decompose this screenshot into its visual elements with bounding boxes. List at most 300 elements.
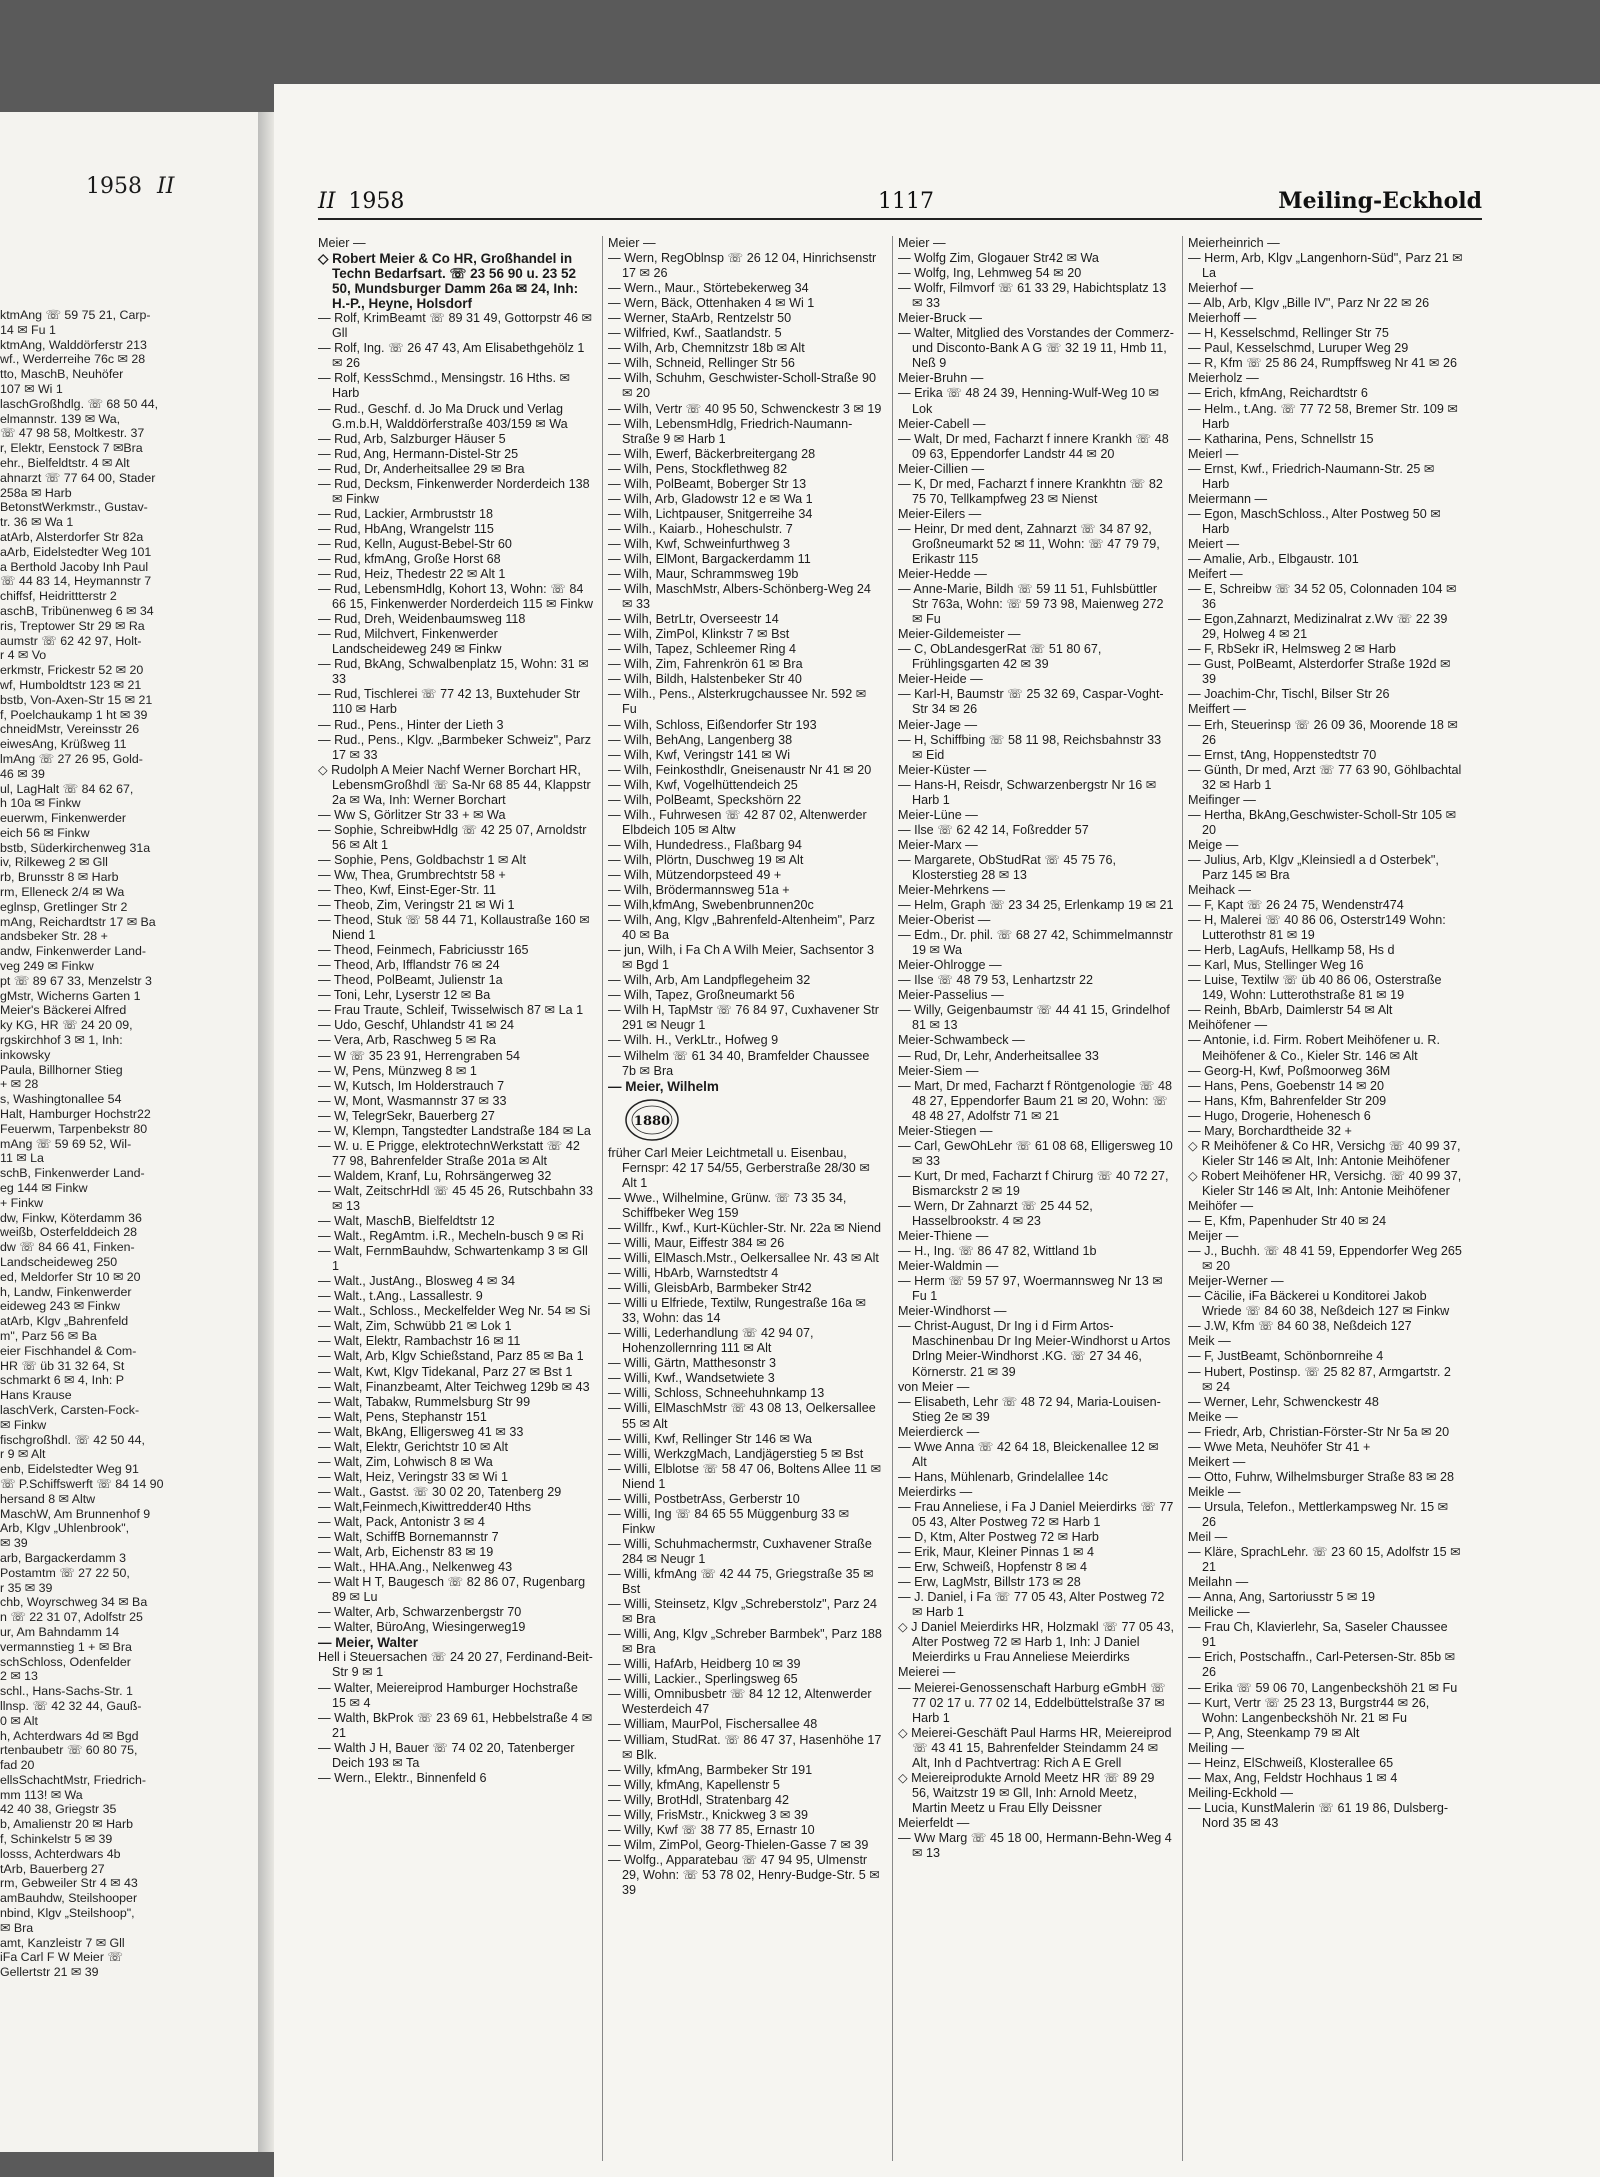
directory-entry: — Wilh, Tapez, Schleemer Ring 4	[608, 642, 797, 657]
directory-entry: — Ernst, Kwf., Friedrich-Naumann-Str. 25 ✉ Harb	[1188, 461, 1435, 491]
directory-entry: — Wilh, Brödermannsweg 51a +	[608, 883, 790, 898]
directory-entry: — Wilh, Schloss, Eißendorfer Str 193	[608, 717, 817, 732]
left-page-line: elmannstr. 139 ✉ Wa,	[0, 411, 121, 426]
directory-entry: — Wilh, Ewerf, Bäckerbreitergang 28	[608, 446, 816, 461]
directory-entry: — Hubert, Postinsp. ☏ 25 82 87, Armgartstr. 2 ✉ 24	[1188, 1364, 1451, 1394]
directory-entry: — Wwe., Wilhelmine, Grünw. ☏ 73 35 34, Schiffbeker Weg 159	[608, 1190, 847, 1220]
directory-entry: Meilahn —	[1188, 1575, 1249, 1590]
directory-entry: Meifinger —	[1188, 792, 1256, 807]
left-page-line: tr. 36 ✉ Wa 1	[0, 515, 74, 530]
left-page-line: HR ☏ üb 31 32 64, St	[0, 1358, 125, 1373]
directory-entry: — Erika ☏ 59 06 70, Langenbeckshöh 21 ✉ Fu	[1188, 1680, 1458, 1695]
directory-entry: — Egon,Zahnarzt, Medizinalrat z.Wv ☏ 22 39 29, Holweg 4 ✉ 21	[1188, 612, 1448, 642]
directory-entry: — Walt., Gastst. ☏ 30 02 20, Tatenberg 29	[318, 1484, 562, 1499]
directory-entry: — Willy, Kwf ☏ 38 77 85, Ernastr 10	[608, 1822, 815, 1837]
left-page-line: ris, Treptower Str 29 ✉ Ra	[0, 618, 145, 633]
directory-entry: — Willi, kfmAng ☏ 42 44 75, Griegstraße 35 ✉ Bst	[608, 1566, 874, 1597]
directory-entry: — Walt., t.Ang., Lassallestr. 9	[318, 1289, 483, 1304]
directory-entry: Meier-Eilers —	[898, 506, 982, 521]
directory-entry: — Antonie, i.d. Firm. Robert Meihöfener u. R. Meihöfener & Co., Kieler Str. 146 ✉ Alt	[1188, 1033, 1440, 1063]
directory-entry: — Heinz, ElSchweiß, Klosterallee 65	[1188, 1755, 1394, 1770]
directory-entry: Meier-Cillien —	[898, 461, 985, 476]
directory-entry: — Frau Ch, Klavierlehr, Sa, Saseler Chaussee 91	[1188, 1620, 1448, 1650]
left-page-line: rgskirchhof 3 ✉ 1, Inh:	[0, 1033, 123, 1048]
left-page-line: Gellertstr 21 ✉ 39	[0, 1965, 99, 1980]
directory-entry: Meier-Stiegen —	[898, 1123, 993, 1138]
directory-entry: — Willi, Gärtn, Matthesonstr 3	[608, 1356, 776, 1371]
directory-entry: — Wilh., Pens., Alsterkrugchaussee Nr. 592 ✉ Fu	[608, 687, 867, 717]
directory-entry: Meijer-Werner —	[1188, 1274, 1284, 1289]
directory-entry: — Walt, Arb, Klgv Schießstand, Parz 85 ✉ Ba 1	[318, 1349, 584, 1364]
directory-entry: Meier-Cabell —	[898, 416, 986, 431]
left-page-line: ehr., Bielfeldtstr. 4 ✉ Alt	[0, 455, 130, 470]
left-page-line: rb, Brunsstr 8 ✉ Harb	[0, 870, 119, 885]
left-page-line: eiwesAng, Krüßweg 11	[0, 737, 127, 752]
directory-entry: — Walt, MaschB, Bielfeldtstr 12	[318, 1214, 495, 1229]
directory-entry: — Erh, Steuerinsp ☏ 26 09 36, Moorende 18 ✉ 26	[1188, 717, 1458, 747]
directory-entry: — Wilh, Ang, Klgv „Bahrenfeld-Altenheim", Parz 40 ✉ Ba	[608, 913, 875, 943]
directory-entry: Meiermann —	[1188, 491, 1268, 506]
directory-entry: — J., Buchh. ☏ 48 41 59, Eppendorfer Weg 265 ✉ 20	[1188, 1244, 1462, 1274]
directory-entry: — Georg-H, Kwf, Poßmoorweg 36M	[1188, 1063, 1391, 1078]
directory-entry: — Herm, Arb, Klgv „Langenhorn-Süd", Parz 21 ✉ La	[1188, 251, 1463, 281]
directory-entry: von Meier —	[898, 1379, 970, 1394]
directory-entry: Meige —	[1188, 837, 1239, 852]
directory-entry: — H, Kesselschmd, Rellinger Str 75	[1188, 326, 1389, 341]
left-page-line: mm 113! ✉ Wa	[0, 1787, 83, 1802]
directory-entry: — Willi, Steinsetz, Klgv „Schreberstolz", Parz 24 ✉ Bra	[608, 1597, 878, 1627]
left-page-line: eglnsp, Gretlinger Str 2	[0, 899, 128, 914]
left-page-line: aschB, Tribünenweg 6 ✉ 34	[0, 603, 154, 618]
directory-entry: Meiert —	[1188, 536, 1240, 551]
directory-entry: Meier-Hedde —	[898, 567, 987, 582]
directory-entry: — Rud, kfmAng, Große Horst 68	[318, 551, 501, 566]
directory-entry: — William, StudRat. ☏ 86 47 37, Hasenhöhe 17 ✉ Blk.	[608, 1732, 882, 1762]
left-page-line: ktmAng ☏ 59 75 21, Carp-	[0, 308, 151, 322]
directory-entry: — William, MaurPol, Fischersallee 48	[608, 1717, 818, 1732]
left-page-line: eier Fischhandel & Com-	[0, 1343, 137, 1358]
directory-entry: — H., Ing. ☏ 86 47 82, Wittland 1b	[898, 1244, 1097, 1259]
directory-entry: — Wilh, MaschMstr, Albers-Schönberg-Weg 24 ✉ 33	[608, 582, 871, 612]
directory-entry: — Lucia, KunstMalerin ☏ 61 19 86, Dulsberg-Nord 35 ✉ 43	[1188, 1800, 1449, 1830]
left-page-line: ☏ P.Schiffswerft ☏ 84 14 90	[0, 1476, 164, 1491]
directory-entry: — Wilh, Bildh, Halstenbeker Str 40	[608, 672, 802, 687]
book-gutter	[258, 112, 274, 2152]
directory-entry: — Wilh, Maur, Schrammsweg 19b	[608, 567, 799, 582]
left-page-line: 46 ✉ 39	[0, 766, 45, 781]
directory-entry: — Walt, SchiffB Bornemannstr 7	[318, 1530, 499, 1545]
directory-entry: — W, Mont, Wasmannstr 37 ✉ 33	[318, 1093, 507, 1108]
directory-entry: — W, Klempn, Tangstedter Landstraße 184 ✉ La	[318, 1123, 591, 1138]
directory-entry: — Walt, BkAng, Elligersweg 41 ✉ 33	[318, 1424, 524, 1439]
directory-entry: Meier-Küster —	[898, 762, 987, 777]
directory-entry: — Rud, Dr, Anderheitsallee 29 ✉ Bra	[318, 461, 525, 476]
left-page-line: r, Elektr, Eenstock 7 ✉Bra	[0, 441, 143, 456]
left-page-line: MaschW, Am Brunnenhof 9	[0, 1506, 151, 1521]
directory-entry: — Walt, Zim, Schwübb 21 ✉ Lok 1	[318, 1319, 512, 1334]
directory-entry: — Mart, Dr med, Facharzt f Röntgenologie ☏ 48 48 27, Eppendorfer Baum 21 ✉ 20, Wohn: ☏ 48 48 27, Adolfstr 71 ✉ 21	[898, 1078, 1173, 1123]
header-left	[318, 189, 404, 214]
directory-entry: — Wilh, BehAng, Langenberg 38	[608, 732, 793, 747]
directory-entry: — Willi, Kwf, Rellinger Str 146 ✉ Wa	[608, 1431, 812, 1446]
directory-entry: — Rud, Dreh, Weidenbaumsweg 118	[318, 612, 526, 627]
directory-entry: — Wilh, Kwf, Schweinfurthweg 3	[608, 536, 790, 551]
left-page-line: eich 56 ✉ Finkw	[0, 825, 90, 840]
left-page-line: 107 ✉ Wi 1	[0, 381, 63, 396]
directory-entry: Meier-Windhorst —	[898, 1304, 1007, 1319]
directory-entry: — Wilh, Feinkosthdlr, Gneisenaustr Nr 41 ✉ 20	[608, 762, 872, 777]
directory-entry: — Willy, FrisMstr., Knickweg 3 ✉ 39	[608, 1807, 808, 1822]
directory-entry: — Walt, Pack, Antonistr 3 ✉ 4	[318, 1514, 485, 1529]
company-seal-logo	[622, 1096, 682, 1144]
directory-entry: Meike —	[1188, 1409, 1238, 1424]
directory-entry: — Theod, Stuk ☏ 58 44 71, Kollaustraße 160 ✉ Niend 1	[318, 913, 590, 943]
directory-entry: — Christ-August, Dr Ing i d Firm Artos-Maschinenbau Dr Ing Meier-Windhorst u Artos Drlng Meier-Windhorst .KG. ☏ 27 34 46, Körnerstr. 21 ✉ 39	[898, 1319, 1171, 1379]
directory-entry: — Julius, Arb, Klgv „Kleinsiedl a d Osterbek", Parz 145 ✉ Bra	[1188, 852, 1439, 882]
directory-entry: — jun, Wilh, i Fa Ch A Wilh Meier, Sachsentor 3 ✉ Bgd 1	[608, 943, 874, 973]
directory-entry: — Rud, Tischlerei ☏ 77 42 13, Buxtehuder Str 110 ✉ Harb	[318, 687, 581, 717]
directory-entry: — Walt, Pens, Stephanstr 151	[318, 1409, 487, 1424]
left-page-line: rm, Elleneck 2/4 ✉ Wa	[0, 885, 125, 900]
directory-entry: — Erich, kfmAng, Reichardtstr 6	[1188, 386, 1368, 401]
directory-entry: — Helm., t.Ang. ☏ 77 72 58, Bremer Str. 109 ✉ Harb	[1188, 401, 1458, 431]
page-number: 1117	[878, 189, 934, 214]
directory-entry: Meihöfener —	[1188, 1018, 1268, 1033]
directory-entry: — Wilh, Mützendorpsteed 49 +	[608, 867, 782, 882]
directory-entry: — Gust, PolBeamt, Alsterdorfer Straße 192d ✉ 39	[1188, 657, 1451, 687]
left-page-line: chneidMstr, Vereinsstr 26	[0, 722, 140, 737]
directory-entry: — Willi, HbArb, Warnstedtstr 4	[608, 1266, 779, 1281]
directory-entry: — Rud, BkAng, Schwalbenplatz 15, Wohn: 31 ✉ 33	[318, 657, 589, 687]
left-page	[0, 112, 258, 2152]
directory-entry: — Edm., Dr. phil. ☏ 68 27 42, Schimmelmannstr 19 ✉ Wa	[898, 928, 1173, 958]
directory-entry: Meier-Bruck —	[898, 311, 982, 326]
left-page-line: bstb, Süderkirchenweg 31a	[0, 840, 151, 855]
left-page-line: BetonstWerkmstr., Gustav-	[0, 500, 148, 515]
directory-entry: Meier-Jage —	[898, 717, 978, 732]
directory-entry: — Willi, Elblotse ☏ 58 47 06, Boltens Allee 11 ✉ Niend 1	[608, 1461, 882, 1491]
directory-entry: — Rud, Milchvert, Finkenwerder Landscheideweg 249 ✉ Finkw	[318, 627, 502, 657]
left-page-line: enb, Eidelstedter Weg 91	[0, 1462, 139, 1477]
directory-entry: — Walt., Schloss., Meckelfelder Weg Nr. 54 ✉ Si	[318, 1304, 591, 1319]
directory-entry: — Theo, Kwf, Einst-Eger-Str. 11	[318, 883, 497, 898]
left-page-line: wf, Humboldtstr 123 ✉ 21	[0, 677, 142, 692]
left-page-line: euerwm, Finkenwerder	[0, 811, 127, 826]
directory-entry: — Meierei-Genossenschaft Harburg eGmbH ☏ 77 02 17 u. 77 02 14, Eddelbüttelstraße 37 ✉ Harb 1	[898, 1680, 1166, 1725]
directory-entry: — Rud, LebensmHdlg, Kohort 13, Wohn: ☏ 84 66 15, Finkenwerder Norderdeich 115 ✉ Finkw	[318, 582, 593, 612]
directory-entry: — Willi, HafArb, Heidberg 10 ✉ 39	[608, 1657, 801, 1672]
left-page-line: fischgroßhdl. ☏ 42 50 44,	[0, 1432, 145, 1447]
directory-entry: — Wilh, Arb, Am Landpflegeheim 32	[608, 973, 811, 988]
left-page-line: eideweg 243 ✉ Finkw	[0, 1299, 120, 1314]
directory-entry: — Mary, Borchardtheide 32 +	[1188, 1123, 1352, 1138]
directory-column-3	[898, 236, 1174, 1861]
left-page-line: 42 40 38, Griegstr 35	[0, 1802, 117, 1817]
directory-entry: — E, Schreibw ☏ 34 52 05, Colonnaden 104 ✉ 36	[1188, 582, 1457, 612]
left-page-line: laschVerk, Carsten-Fock-	[0, 1402, 140, 1417]
directory-entry: — W, Pens, Münzweg 8 ✉ 1	[318, 1063, 477, 1078]
directory-entry: — Theob, Zim, Veringstr 21 ✉ Wi 1	[318, 898, 515, 913]
left-page-line: ur, Am Bahndamm 14	[0, 1624, 120, 1639]
directory-entry: Meierdirks —	[898, 1484, 973, 1499]
left-page-line: laschGroßhdlg. ☏ 68 50 44,	[0, 396, 159, 411]
directory-entry: — Katharina, Pens, Schnellstr 15	[1188, 431, 1374, 446]
left-page-line: m", Parz 56 ✉ Ba	[0, 1328, 97, 1343]
directory-entry: ◇ Robert Meihöfener HR, Versichg. ☏ 40 99 37, Kieler Str 146 ✉ Alt, Inh: Antonie Meihöfener	[1188, 1168, 1462, 1198]
left-page-line: + Finkw	[0, 1195, 44, 1210]
directory-entry: Meier —	[608, 236, 656, 250]
directory-entry: — Rud, HbAng, Wrangelstr 115	[318, 521, 494, 536]
directory-entry: Meier-Marx —	[898, 837, 978, 852]
directory-entry: — Frau Anneliese, i Fa J Daniel Meierdirks ☏ 77 05 43, Alter Postweg 72 ✉ Harb 1	[898, 1499, 1174, 1529]
directory-entry: Meier-Lüne —	[898, 807, 978, 822]
directory-entry: — Sophie, Pens, Goldbachstr 1 ✉ Alt	[318, 852, 526, 867]
page-header	[318, 184, 1482, 220]
directory-entry: — F, Kapt ☏ 26 24 75, Wendenstr474	[1188, 898, 1404, 913]
directory-entry: — Amalie, Arb., Elbgaustr. 101	[1188, 551, 1359, 566]
directory-entry: — Willi, Lackier., Sperlingsweg 65	[608, 1672, 798, 1687]
directory-entry: — Carl, GewOhLehr ☏ 61 08 68, Elligersweg 10 ✉ 33	[898, 1138, 1173, 1168]
directory-entry: — Wilh, Zim, Fahrenkrön 61 ✉ Bra	[608, 657, 803, 672]
directory-entry: — Wolfg., Apparatebau ☏ 47 94 95, Ulmenstr 29, Wohn: ☏ 53 78 02, Henry-Budge-Str. 5 ✉ 39	[608, 1852, 880, 1897]
directory-entry: — Karl-H, Baumstr ☏ 25 32 69, Caspar-Voght-Str 34 ✉ 26	[898, 687, 1164, 717]
left-page-line: andw, Finkenwerder Land-	[0, 944, 147, 959]
directory-entry: — Erw, LagMstr, Billstr 173 ✉ 28	[898, 1575, 1081, 1590]
directory-entry: Meier-Waldmin —	[898, 1259, 999, 1274]
left-page-line: rm, Gebweiler Str 4 ✉ 43	[0, 1876, 138, 1891]
directory-entry: — Rud, Heiz, Thedestr 22 ✉ Alt 1	[318, 567, 506, 582]
directory-column-4	[1188, 236, 1464, 1831]
directory-entry: — Rud., Pens., Hinter der Lieth 3	[318, 717, 504, 732]
left-page-header	[86, 174, 174, 199]
directory-entry: — Walt, ZeitschrHdl ☏ 45 45 26, Rutschbahn 33 ✉ 13	[318, 1183, 593, 1213]
directory-entry: — Werner, StaArb, Rentzelstr 50	[608, 311, 792, 326]
directory-entry: — Willi, Lederhandlung ☏ 42 94 07, Hohenzollernring 111 ✉ Alt	[608, 1326, 814, 1356]
directory-entry: — Ernst, tAng, Hoppenstedtstr 70	[1188, 747, 1377, 762]
directory-entry: — E, Kfm, Papenhuder Str 40 ✉ 24	[1188, 1214, 1387, 1229]
directory-entry: Meil —	[1188, 1530, 1228, 1545]
left-page-line: ul, LagHalt ☏ 84 62 67,	[0, 781, 134, 796]
directory-entry: Meikert —	[1188, 1454, 1246, 1469]
directory-entry: — Willi, PostbetrAss, Gerberstr 10	[608, 1491, 800, 1506]
directory-entry: — K, Dr med, Facharzt f innere Krankhtn ☏ 82 75 70, Tellkampfweg 23 ✉ Nienst	[898, 476, 1163, 506]
left-page-line: 2 ✉ 13	[0, 1669, 38, 1684]
svg-text:1880: 1880	[633, 1113, 671, 1129]
directory-entry: — Wern, RegOblnsp ☏ 26 12 04, Hinrichsenstr 17 ✉ 26	[608, 251, 877, 281]
directory-entry: — Wilh., Fuhrwesen ☏ 42 87 02, Altenwerder Elbdeich 105 ✉ Altw	[608, 807, 867, 837]
left-page-line: Halt, Hamburger Hochstr22	[0, 1107, 151, 1122]
directory-entry: — Ww, Thea, Grumbrechtstr 58 +	[318, 867, 506, 882]
directory-entry: — Wwe Meta, Neuhöfer Str 41 +	[1188, 1439, 1371, 1454]
directory-entry: Meierei —	[898, 1665, 956, 1680]
directory-entry: — Rud., Pens., Klgv. „Barmbeker Schweiz", Parz 17 ✉ 33	[318, 732, 591, 762]
directory-entry: — Meier, Walter	[318, 1635, 419, 1651]
directory-entry: ◇ Rudolph A Meier Nachf Werner Borchart HR, LebensmGroßhdl ☏ Sa-Nr 68 85 44, Klappstr 2a ✉ Wa, Inh: Werner Borchart	[318, 762, 591, 807]
directory-entry: — Walt, FernmBauhdw, Schwartenkamp 3 ✉ Gll 1	[318, 1244, 588, 1274]
directory-entry: — Wilh, Vertr ☏ 40 95 50, Schwenckestr 3 ✉ 19	[608, 401, 882, 416]
directory-entry: — Wilh, Plörtn, Duschweg 19 ✉ Alt	[608, 852, 804, 867]
left-page-line: Feuerwm, Tarpenbekstr 80	[0, 1121, 148, 1136]
left-page-line: eg 144 ✉ Finkw	[0, 1181, 88, 1196]
directory-entry: — Udo, Geschf, Uhlandstr 41 ✉ 24	[318, 1018, 515, 1033]
directory-entry: ◇ Meierei-Geschäft Paul Harms HR, Meiereiprod ☏ 43 41 15, Bahrenfelder Steindamm 24 ✉ Alt, Inh d Pachtvertrag: Rich A E Grell	[898, 1725, 1172, 1770]
directory-entry: — Alb, Arb, Klgv „Bille IV", Parz Nr 22 ✉ 26	[1188, 296, 1430, 311]
directory-entry: — Wilfried, Kwf., Saatlandstr. 5	[608, 326, 782, 341]
left-page-line: ed, Meldorfer Str 10 ✉ 20	[0, 1269, 141, 1284]
left-page-line: Postamtm ☏ 27 22 50,	[0, 1565, 130, 1580]
left-page-line: rtenbaubetr ☏ 60 80 75,	[0, 1743, 138, 1758]
directory-entry: — C, ObLandesgerRat ☏ 51 80 67, Frühlingsgarten 42 ✉ 39	[898, 642, 1102, 672]
directory-entry: — Walter, Arb, Schwarzenbergstr 70	[318, 1605, 522, 1620]
left-page-line: amBauhdw, Steilshooper	[0, 1891, 138, 1906]
directory-entry: — Rolf, KessSchmd., Mensingstr. 16 Hths. ✉ Harb	[318, 371, 571, 401]
directory-entry: — Paul, Kesselschmd, Luruper Weg 29	[1188, 341, 1409, 356]
left-page-line: schl., Hans-Sachs-Str. 1	[0, 1684, 133, 1699]
directory-entry: — Walt, Elektr, Rambachstr 16 ✉ 11	[318, 1334, 521, 1349]
left-page-line: andsbeker Str. 28 +	[0, 929, 108, 944]
left-page-line: 14 ✉ Fu 1	[0, 322, 56, 337]
directory-entry: — Walt, Elektr, Gerichtstr 10 ✉ Alt	[318, 1439, 508, 1454]
directory-entry: — Wilh., Kaiarb., Hoheschulstr. 7	[608, 521, 793, 536]
left-page-line: ahnarzt ☏ 77 64 00, Stader	[0, 470, 156, 485]
directory-entry: — Reinh, BbArb, Daimlerstr 54 ✉ Alt	[1188, 1003, 1393, 1018]
directory-entry: ◇ Meiereiprodukte Arnold Meetz HR ☏ 89 29 56, Waitzstr 19 ✉ Gll, Inh: Arnold Meetz, Martin Meetz u Frau Elly Deissner	[898, 1770, 1155, 1815]
directory-entry: — Willi, Ing ☏ 84 65 55 Müggenburg 33 ✉ Finkw	[608, 1506, 850, 1536]
directory-entry: Meier-Ohlrogge —	[898, 958, 1002, 973]
directory-entry: — Willi, GleisbArb, Barmbeker Str42	[608, 1281, 812, 1296]
directory-entry: — Willi, Maur, Eiffestr 384 ✉ 26	[608, 1235, 785, 1250]
directory-entry: — Ww Marg ☏ 45 18 00, Hermann-Behn-Weg 4 ✉ 13	[898, 1830, 1172, 1861]
left-page-line: ☏ 47 98 58, Moltkestr. 37	[0, 426, 145, 441]
directory-entry: — Willi, ElMasch.Mstr., Oelkersallee Nr. 43 ✉ Alt	[608, 1251, 879, 1265]
directory-entry: — Günth, Dr med, Arzt ☏ 77 63 90, Göhlbachtal 32 ✉ Harb 1	[1188, 762, 1462, 792]
left-page-line: dw ☏ 84 66 41, Finken-	[0, 1240, 135, 1255]
directory-entry: — Wern, Dr Zahnarzt ☏ 25 44 52, Hasselbrookstr. 4 ✉ 23	[898, 1199, 1093, 1229]
directory-entry: — Erika ☏ 48 24 39, Henning-Wulf-Weg 10 ✉ Lok	[898, 386, 1160, 416]
directory-entry: — Wilh, ZimPol, Klinkstr 7 ✉ Bst	[608, 627, 790, 642]
directory-entry: — Erik, Maur, Kleiner Pinnas 1 ✉ 4	[898, 1545, 1095, 1560]
directory-entry: — Wolfg Zim, Glogauer Str42 ✉ Wa	[898, 251, 1099, 266]
directory-entry: — Kurt, Vertr ☏ 25 23 13, Burgstr44 ✉ 26, Wohn: Langenbeckshöh Nr. 21 ✉ Fu	[1188, 1695, 1430, 1725]
directory-entry: Meierdierck —	[898, 1424, 980, 1439]
directory-entry: — Hans, Kfm, Bahrenfelder Str 209	[1188, 1093, 1387, 1108]
directory-entry: — Willi, Schuhmachermstr, Cuxhavener Straße 284 ✉ Neugr 1	[608, 1536, 872, 1566]
left-page-line: n ☏ 22 31 07, Adolfstr 25	[0, 1610, 143, 1625]
directory-entry: — W ☏ 35 23 91, Herrengraben 54	[318, 1048, 520, 1063]
left-page-line: f, Poelchaukamp 1 ht ✉ 39	[0, 707, 148, 722]
directory-entry: — Wilh, Hundedress., Flaßbarg 94	[608, 837, 802, 852]
directory-entry: — Helm, Graph ☏ 23 34 25, Erlenkamp 19 ✉ 21	[898, 898, 1174, 913]
left-page-line: + ✉ 28	[0, 1077, 39, 1092]
left-page-line: amt, Kanzleistr 7 ✉ Gll	[0, 1935, 125, 1950]
directory-entry: Meilicke —	[1188, 1605, 1250, 1620]
directory-entry: — Vera, Arb, Raschweg 5 ✉ Ra	[318, 1033, 496, 1048]
left-page-line: Meier's Bäckerei Alfred	[0, 1003, 127, 1018]
directory-entry: — Willy, kfmAng, Barmbeker Str 191	[608, 1762, 813, 1777]
directory-entry: — Joachim-Chr, Tischl, Bilser Str 26	[1188, 687, 1390, 702]
left-page-line: tto, MaschB, Neuhöfer	[0, 367, 124, 382]
header-year: 1958	[348, 189, 405, 214]
directory-entry: — Waldem, Kranf, Lu, Rohrsängerweg 32	[318, 1168, 552, 1183]
left-page-line: 11 ✉ La	[0, 1151, 44, 1166]
left-page-line: Hans Krause	[0, 1388, 72, 1403]
directory-entry: — Wilh, BetrLtr, Overseestr 14	[608, 612, 779, 627]
directory-entry: — Wern, Bäck, Ottenhaken 4 ✉ Wi 1	[608, 296, 815, 311]
left-page-line: 0 ✉ Alt	[0, 1713, 38, 1728]
left-page-line: h, Achterdwars 4d ✉ Bgd	[0, 1728, 139, 1743]
directory-entry: — Hans, Mühlenarb, Grindelallee 14c	[898, 1469, 1109, 1484]
left-page-line: r 4 ✉ Vo	[0, 648, 47, 663]
directory-entry: — Walth, BkProk ☏ 23 69 61, Hebbelstraße 4 ✉ 21	[318, 1710, 593, 1740]
left-page-line: ky KG, HR ☏ 24 20 09,	[0, 1018, 133, 1033]
directory-entry: — Elisabeth, Lehr ☏ 48 72 94, Maria-Louisen-Stieg 2e ✉ 39	[898, 1394, 1161, 1424]
directory-entry: — Wilh, Kwf, Vogelhüttendeich 25	[608, 777, 798, 792]
directory-entry: — Wilh, Pens, Stockflethweg 82	[608, 461, 788, 476]
directory-entry: — Willfr., Kwf., Kurt-Küchler-Str. Nr. 22a ✉ Niend	[608, 1220, 881, 1235]
left-page-line: b, Amalienstr 20 ✉ Harb	[0, 1817, 133, 1832]
directory-entry: — R, Kfm ☏ 25 86 24, Rumpffsweg Nr 41 ✉ 26	[1188, 356, 1457, 371]
left-page-line: llnsp. ☏ 42 32 44, Gauß-	[0, 1698, 142, 1713]
directory-entry: — P, Ang, Steenkamp 79 ✉ Alt	[1188, 1725, 1360, 1740]
left-header-year: 1958	[86, 174, 142, 199]
directory-entry: — Wilh, Arb, Chemnitzstr 18b ✉ Alt	[608, 341, 805, 356]
left-page-line: ✉ Finkw	[0, 1417, 47, 1432]
directory-entry: — Willi, Ang, Klgv „Schreber Barmbek", Parz 188 ✉ Bra	[608, 1627, 882, 1657]
directory-entry: — Wwe Anna ☏ 42 64 18, Bleickenallee 12 ✉ Alt	[898, 1439, 1159, 1469]
directory-entry: — Theod, Feinmech, Fabriciusstr 165	[318, 943, 529, 958]
directory-entry: — Margarete, ObStudRat ☏ 45 75 76, Klosterstieg 28 ✉ 13	[898, 852, 1117, 882]
left-page-line: mAng ☏ 59 69 52, Wil-	[0, 1136, 132, 1151]
directory-entry: Meier-Thiene —	[898, 1229, 989, 1244]
directory-entry: — Wilh. H., VerkLtr., Hofweg 9	[608, 1033, 779, 1048]
directory-entry: — Rud, Ang, Hermann-Distel-Str 25	[318, 446, 519, 461]
directory-entry: — Wilh, Tapez, Großneumarkt 56	[608, 988, 795, 1003]
directory-entry: — Cäcilie, iFa Bäckerei u Konditorei Jakob Wriede ☏ 84 60 38, Neßdeich 127 ✉ Finkw	[1188, 1289, 1450, 1319]
left-page-line: h, Landw, Finkenwerder	[0, 1284, 132, 1299]
directory-entry: — Walt, Heiz, Veringstr 33 ✉ Wi 1	[318, 1469, 508, 1484]
directory-entry: Meier-Gildemeister —	[898, 627, 1021, 642]
left-page-line: lmAng ☏ 27 26 95, Gold-	[0, 751, 143, 766]
directory-entry: — Herb, LagAufs, Hellkamp 58, Hs d	[1188, 943, 1395, 958]
left-page-line: ktmAng, Walddörferstr 213	[0, 337, 147, 352]
directory-entry: Meier-Siem —	[898, 1063, 979, 1078]
directory-entry: Meierholz —	[1188, 371, 1259, 386]
directory-entry: — Willy, kfmAng, Kapellenstr 5	[608, 1777, 780, 1792]
directory-entry: — Wern., Elektr., Binnenfeld 6	[318, 1770, 487, 1785]
directory-entry: — Walter, BüroAng, Wiesingerweg19	[318, 1620, 526, 1635]
directory-entry: — Walth J H, Bauer ☏ 74 02 20, Tatenberger Deich 193 ✉ Ta	[318, 1740, 575, 1770]
directory-entry: — H, Malerei ☏ 40 86 06, Osterstr149 Wohn: Lutterothstr 81 ✉ 19	[1188, 913, 1446, 943]
directory-entry: — Walt, Arb, Eichenstr 83 ✉ 19	[318, 1545, 494, 1560]
directory-entry: — Erw, Schweiß, Hopfenstr 8 ✉ 4	[898, 1560, 1088, 1575]
directory-entry: ◇ J Daniel Meierdirks HR, Holzmakl ☏ 77 05 43, Alter Postweg 72 ✉ Harb 1, Inh: J Daniel Meierdirks u Frau Anneliese Meierdirks	[898, 1620, 1174, 1665]
directory-entry: Meier —	[898, 236, 946, 250]
directory-entry: — Wilh H, TapMstr ☏ 76 84 97, Cuxhavener Str 291 ✉ Neugr 1	[608, 1003, 879, 1033]
directory-entry: — F, RbSekr iR, Helmsweg 2 ✉ Harb	[1188, 642, 1396, 657]
directory-entry: Meihack —	[1188, 883, 1251, 898]
directory-entry: — Wilh,kfmAng, Swebenbrunnen20c	[608, 898, 814, 913]
left-page-line: schmarkt 6 ✉ 4, Inh: P	[0, 1373, 125, 1388]
directory-entry: — Rud, Decksm, Finkenwerder Norderdeich 138 ✉ Finkw	[318, 476, 590, 506]
left-page-line: ✉ 39	[0, 1536, 28, 1551]
left-page-line: Landscheideweg 250	[0, 1255, 118, 1269]
left-page-line: mAng, Reichardtstr 17 ✉ Ba	[0, 914, 156, 929]
left-page-line: ✉ Bra	[0, 1920, 34, 1935]
directory-entry: Meier-Oberist —	[898, 913, 991, 928]
directory-entry: — Theod, PolBeamt, Julienstr 1a	[318, 973, 503, 988]
directory-entry: Meiling-Eckhold —	[1188, 1785, 1293, 1800]
directory-entry: — Luise, Textilw ☏ üb 40 86 06, Osterstraße 149, Wohn: Lutterothstraße 81 ✉ 19	[1188, 973, 1442, 1003]
